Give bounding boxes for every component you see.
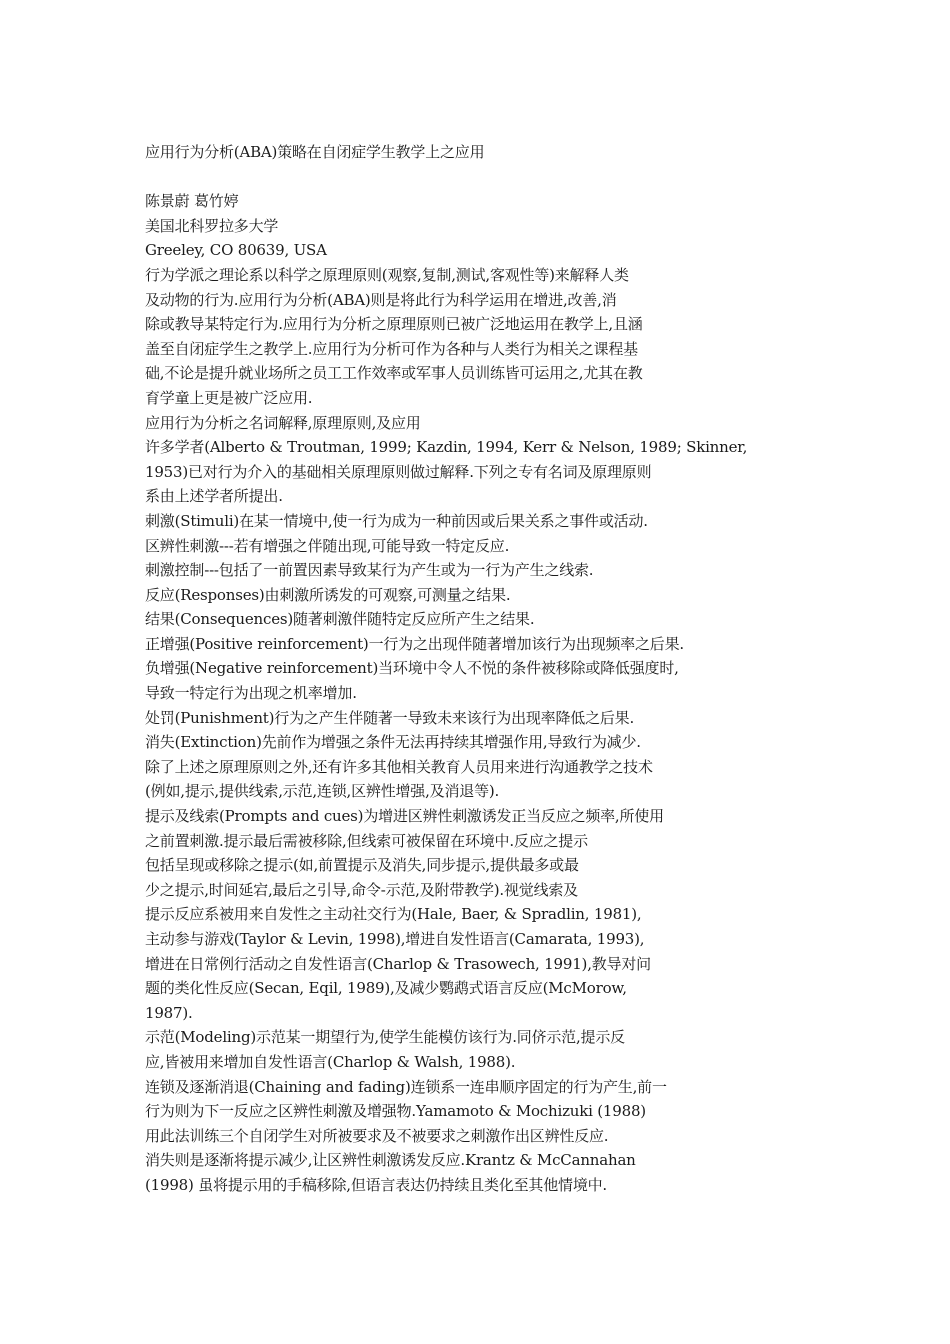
body-line: 1953)已对行为介入的基础相关原理原则做过解释.下列之专有名词及原理原则 (145, 462, 652, 481)
body-line: 除了上述之原理原则之外,还有许多其他相关教育人员用来进行沟通教学之技术 (145, 757, 653, 776)
body-line: 应用行为分析之名词解释,原理原则,及应用 (145, 413, 421, 432)
body-line: 主动参与游戏(Taylor & Levin, 1998),增进自发性语言(Camarata, 1993), (145, 930, 645, 948)
body-line: (例如,提示,提供线索,示范,连锁,区辨性增强,及消退等). (145, 782, 500, 801)
body-line: 行为学派之理论系以科学之原理原则(观察,复制,测试,客观性等)来解释人类 (145, 265, 629, 284)
body-line: 题的类化性反应(Secan, Eqil, 1989),及减少鹦鹉式语言反应(McMorow, (145, 979, 627, 998)
body-line: 刺激控制---包括了一前置因素导致某行为产生或为一行为产生之线索. (145, 561, 594, 580)
body-line: 结果(Consequences)随著刺激伴随特定反应所产生之结果. (145, 610, 535, 629)
body-line: 连锁及逐渐消退(Chaining and fading)连锁系一连串顺序固定的行为产生,前一 (145, 1077, 667, 1096)
body-line: 提示反应系被用来自发性之主动社交行为(Hale, Baer, & Spradlin, 1981), (145, 905, 642, 924)
body-line: 许多学者(Alberto & Troutman, 1999; Kazdin, 1994, Kerr & Nelson, 1989; Skinner, (145, 438, 748, 457)
body-line: 反应(Responses)由刺激所诱发的可观察,可测量之结果. (145, 585, 511, 604)
body-line: 区辨性刺激---若有增强之伴随出现,可能导致一特定反应. (145, 536, 510, 555)
article-body (145, 263, 845, 1198)
body-line: 正增强(Positive reinforcement)一行为之出现伴随著增加该行为出现频率之后果. (145, 634, 684, 653)
body-line: 行为则为下一反应之区辨性刺激及增强物.Yamamoto & Mochizuki (1988) (145, 1102, 646, 1121)
body-line: 除或教导某特定行为.应用行为分析之原理原则已被广泛地运用在教学上,且涵 (145, 315, 643, 334)
body-line: 础,不论是提升就业场所之员工工作效率或军事人员训练皆可运用之,尤其在教 (145, 364, 643, 383)
body-line: 增进在日常例行活动之自发性语言(Charlop & Trasowech, 1991),教导对问 (145, 954, 651, 973)
body-line: 消失则是逐渐将提示减少,让区辨性刺激诱发反应.Krantz & McCannahan (145, 1151, 636, 1170)
body-line: 盖至自闭症学生之教学上.应用行为分析可作为各种与人类行为相关之课程基 (145, 339, 638, 358)
article-authors: 陈景蔚 葛竹婷 (145, 192, 239, 211)
body-line: 及动物的行为.应用行为分析(ABA)则是将此行为科学运用在增进,改善,消 (145, 290, 617, 309)
body-line: 处罚(Punishment)行为之产生伴随著一导致未来该行为出现率降低之后果. (145, 708, 635, 727)
body-line: 刺激(Stimuli)在某一情境中,使一行为成为一种前因或后果关系之事件或活动. (145, 511, 648, 530)
body-line: 导致一特定行为出现之机率增加. (145, 684, 357, 703)
article-address: Greeley, CO 80639, USA (145, 241, 327, 260)
body-line: (1998) 虽将提示用的手稿移除,但语言表达仍持续且类化至其他情境中. (145, 1175, 607, 1194)
body-line: 育学童上更是被广泛应用. (145, 388, 313, 407)
article-title: 应用行为分析(ABA)策略在自闭症学生教学上之应用 (145, 143, 485, 161)
body-line: 提示及线索(Prompts and cues)为增进区辨性刺激诱发正当反应之频率,所使用 (145, 807, 664, 826)
body-line: 包括呈现或移除之提示(如,前置提示及消失,同步提示,提供最多或最 (145, 856, 579, 875)
body-line: 示范(Modeling)示范某一期望行为,使学生能模仿该行为.同侪示范,提示反 (145, 1028, 625, 1047)
article-content (145, 140, 845, 1198)
body-line: 用此法训练三个自闭学生对所被要求及不被要求之刺激作出区辨性反应. (145, 1126, 609, 1145)
body-line: 应,皆被用来增加自发性语言(Charlop & Walsh, 1988). (145, 1052, 516, 1071)
body-line: 少之提示,时间延宕,最后之引导,命令-示范,及附带教学).视觉线索及 (145, 880, 578, 899)
body-line: 消失(Extinction)先前作为增强之条件无法再持续其增强作用,导致行为减少. (145, 733, 641, 752)
article-affiliation: 美国北科罗拉多大学 (145, 216, 279, 235)
body-line: 系由上述学者所提出. (145, 487, 283, 506)
body-line: 负增强(Negative reinforcement)当环境中令人不悦的条件被移除或降低强度时, (145, 659, 679, 678)
body-line: 之前置刺激.提示最后需被移除,但线索可被保留在环境中.反应之提示 (145, 831, 588, 850)
body-line: 1987). (145, 1003, 193, 1022)
